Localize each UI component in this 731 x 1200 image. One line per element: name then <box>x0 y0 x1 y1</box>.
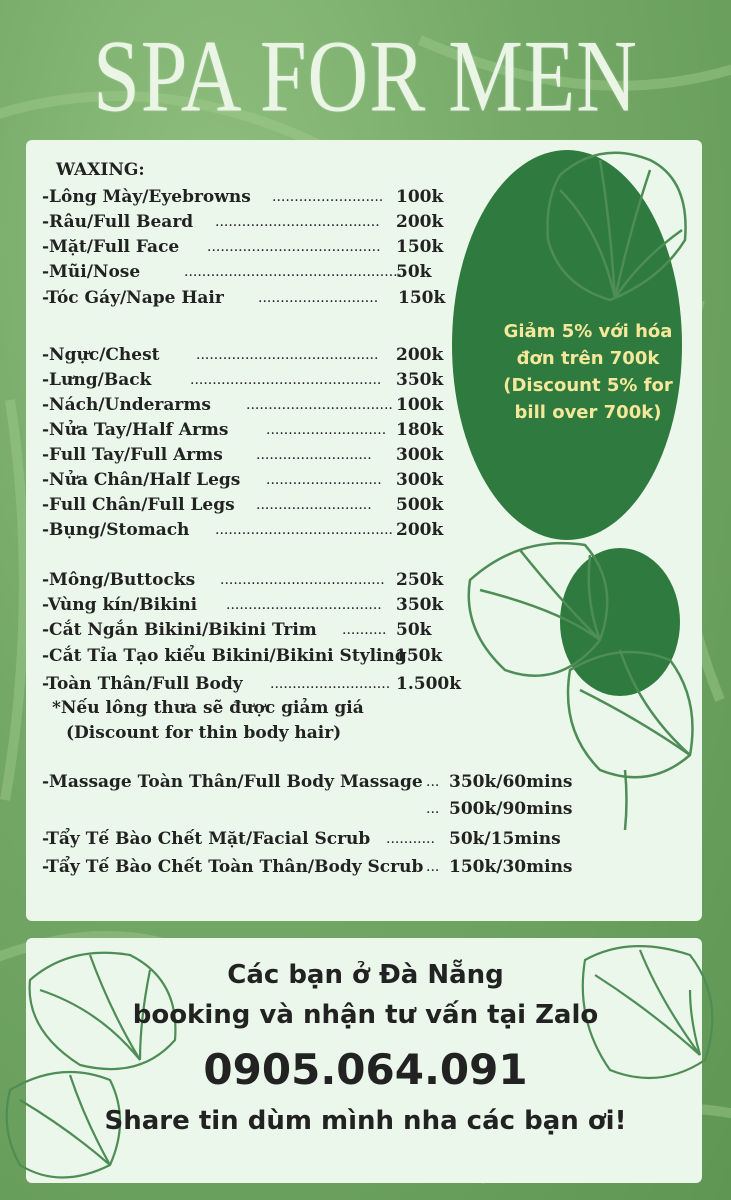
menu-item-name: -Nửa Chân/Half Legs <box>42 470 241 490</box>
menu-item-name: -Full Chân/Full Legs <box>42 495 235 515</box>
menu-item-dots: ......................... <box>272 189 384 205</box>
menu-item-price: 100k <box>396 187 444 207</box>
menu-item-price: 100k <box>396 395 444 415</box>
menu-item-price: 150k <box>398 288 446 308</box>
service-name: -Tẩy Tế Bào Chết Toàn Thân/Body Scrub <box>42 857 424 877</box>
service-price: 500k/90mins <box>449 799 573 819</box>
service-price: 50k/15mins <box>449 829 561 849</box>
menu-item-name: -Nửa Tay/Half Arms <box>42 420 229 440</box>
decor-circle <box>560 548 680 696</box>
menu-item-name: -Nách/Underarms <box>42 395 211 415</box>
menu-item-dots: ................................. <box>246 397 393 413</box>
menu-item-name: -Cắt Ngắn Bikini/Bikini Trim <box>42 620 317 640</box>
service-name: -Massage Toàn Thân/Full Body Massage <box>42 772 423 792</box>
service-name: -Tẩy Tế Bào Chết Mặt/Facial Scrub <box>42 829 371 849</box>
menu-item-dots: .......................... <box>256 497 372 513</box>
menu-item-price: 150k <box>396 237 444 257</box>
menu-item-name: -Mông/Buttocks <box>42 570 196 590</box>
menu-item-dots: ..................................... <box>220 572 385 588</box>
promo-text <box>500 318 676 426</box>
page-title: SPA FOR MEN <box>93 20 638 134</box>
menu-item-name: -Lưng/Back <box>42 370 152 390</box>
menu-item-dots: ....................................... <box>207 239 381 255</box>
contact-line-city: Các bạn ở Đà Nẵng <box>227 960 504 990</box>
menu-item-price: 50k <box>396 620 432 640</box>
menu-item-price: 200k <box>396 345 444 365</box>
promo-line: (Discount 5% for <box>503 375 673 396</box>
menu-item-dots: .......... <box>342 622 387 638</box>
promo-line: bill over 700k) <box>514 402 662 423</box>
share-message: Share tin dùm mình nha các bạn ơi! <box>104 1106 627 1136</box>
note-line: *Nếu lông thưa sẽ được giảm giá <box>52 698 364 718</box>
menu-item-dots: .......................... <box>256 447 372 463</box>
menu-item-name: -Lông Mày/Eyebrowns <box>42 187 251 207</box>
menu-item-dots: ................................... <box>226 597 382 613</box>
menu-item-price: 250k <box>396 570 444 590</box>
menu-item-name: -Cắt Tỉa Tạo kiểu Bikini/Bikini Styling <box>42 646 407 666</box>
service-dots: ... <box>426 774 440 790</box>
menu-item-price: 300k <box>396 470 444 490</box>
menu-item-dots: ........................... <box>266 422 387 438</box>
menu-item-price: 200k <box>396 212 444 232</box>
phone-number[interactable]: 0905.064.091 <box>203 1045 528 1094</box>
menu-item-price: 200k <box>396 520 444 540</box>
service-price: 350k/60mins <box>449 772 573 792</box>
service-price: 150k/30mins <box>449 857 573 877</box>
menu-item-name: -Ngực/Chest <box>42 345 160 365</box>
menu-item-dots: ........................... <box>270 676 391 692</box>
menu-item-price: 500k <box>396 495 444 515</box>
menu-item-name: -Toàn Thân/Full Body <box>42 674 243 694</box>
service-dots: ........... <box>386 831 435 847</box>
menu-item-dots: .................................................. <box>184 264 407 280</box>
menu-item-name: -Mặt/Full Face <box>42 237 180 257</box>
service-dots: ... <box>426 801 440 817</box>
menu-item-name: WAXING: <box>56 160 145 180</box>
menu-item-dots: ........................... <box>258 290 379 306</box>
menu-item-price: 1.500k <box>396 674 462 694</box>
menu-item-price: 180k <box>396 420 444 440</box>
menu-item-price: 300k <box>396 445 444 465</box>
note-line: (Discount for thin body hair) <box>66 723 342 743</box>
menu-item-price: 350k <box>396 595 444 615</box>
menu-item-price: 350k <box>396 370 444 390</box>
promo-line: Giảm 5% với hóa <box>503 321 673 342</box>
menu-item-dots: ......................................... <box>196 347 379 363</box>
menu-item-price: 150k <box>395 646 443 666</box>
menu-item-name: -Full Tay/Full Arms <box>42 445 223 465</box>
menu-item-name: -Mũi/Nose <box>42 262 141 282</box>
menu-item-name: -Râu/Full Beard <box>42 212 194 232</box>
menu-item-name: -Tóc Gáy/Nape Hair <box>42 288 224 308</box>
menu-item-price: 50k <box>396 262 432 282</box>
menu-item-name: -Bụng/Stomach <box>42 520 190 540</box>
menu-item-name: -Vùng kín/Bikini <box>42 595 198 615</box>
contact-line-booking: booking và nhận tư vấn tại Zalo <box>132 1000 599 1030</box>
menu-item-dots: ........................................ <box>215 522 394 538</box>
menu-item-dots: .......................... <box>266 472 382 488</box>
menu-item-dots: ........................................... <box>190 372 382 388</box>
menu-item-dots: ..................................... <box>215 214 380 230</box>
service-dots: ... <box>426 859 440 875</box>
promo-line: đơn trên 700k <box>516 348 660 369</box>
